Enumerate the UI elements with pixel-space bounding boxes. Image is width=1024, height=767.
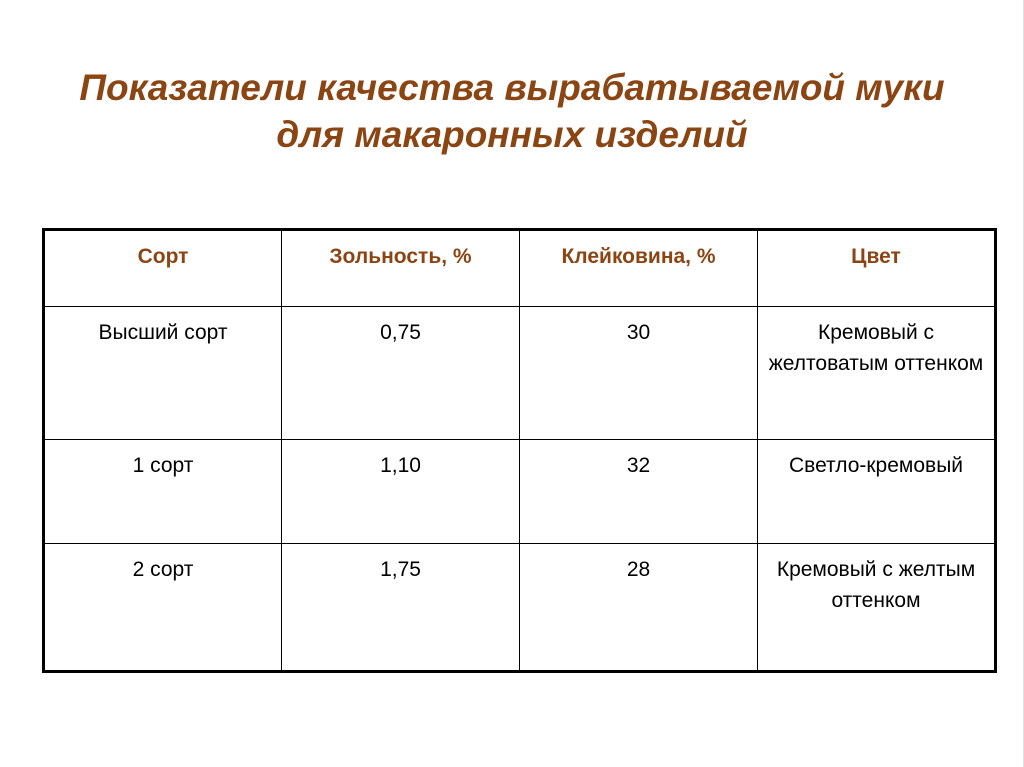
cell-ash-content: 1,75 (282, 544, 520, 672)
page-title (0, 64, 1024, 158)
table-row (44, 440, 996, 544)
page-title-line-1: Показатели качества вырабатываемой муки (79, 67, 945, 108)
page-title-line-2: для макаронных изделий (276, 114, 748, 155)
cell-ash-content: 1,10 (282, 440, 520, 544)
cell-grade: 1 сорт (44, 440, 282, 544)
cell-grade: Высший сорт (44, 307, 282, 440)
cell-color: Кремовый с желтоватым оттенком (758, 307, 996, 440)
cell-grade: 2 сорт (44, 544, 282, 672)
flour-quality-table (42, 228, 997, 673)
header-color: Цвет (758, 230, 996, 307)
cell-ash-content: 0,75 (282, 307, 520, 440)
header-ash-content: Зольность, % (282, 230, 520, 307)
cell-gluten: 30 (520, 307, 758, 440)
cell-gluten: 32 (520, 440, 758, 544)
cell-color: Светло-кремовый (758, 440, 996, 544)
cell-color: Кремовый с желтым оттенком (758, 544, 996, 672)
table-row (44, 307, 996, 440)
header-grade: Сорт (44, 230, 282, 307)
header-gluten: Клейковина, % (520, 230, 758, 307)
cell-gluten: 28 (520, 544, 758, 672)
table-row (44, 544, 996, 672)
table-header-row (44, 230, 996, 307)
